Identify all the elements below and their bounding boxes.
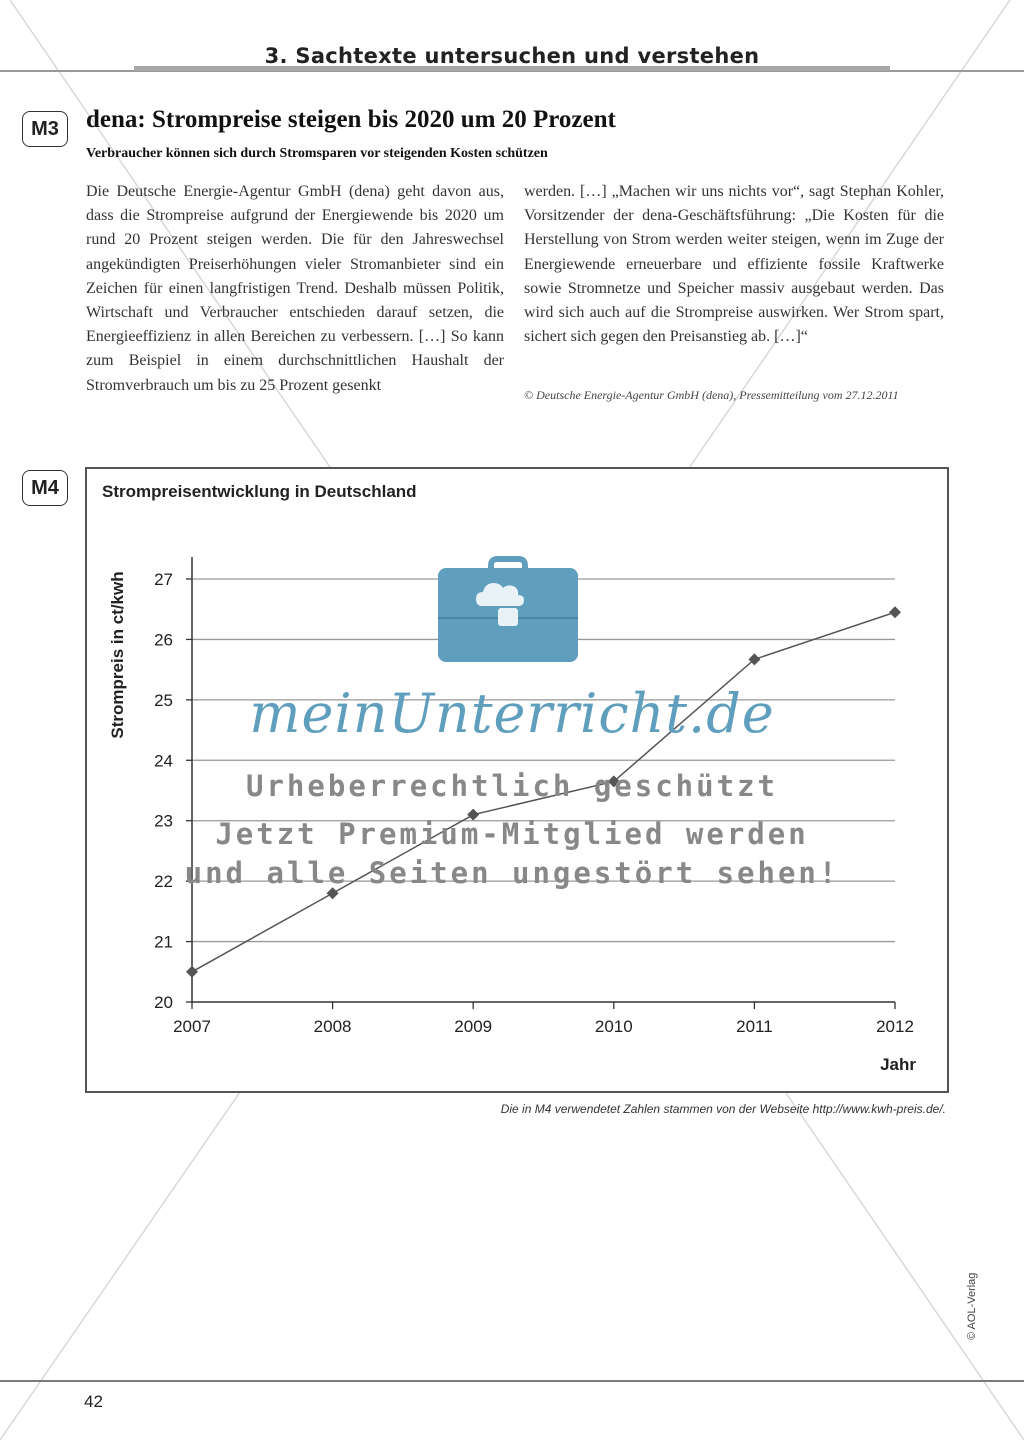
- x-tick-label: 2010: [594, 1017, 633, 1036]
- watermark-line-1: Urheberrechtlich geschützt: [246, 769, 778, 803]
- x-ticks: [173, 1002, 914, 1036]
- y-tick-label: 23: [154, 811, 173, 831]
- data-point-2012: [889, 606, 901, 618]
- y-tick-label: 20: [154, 993, 173, 1012]
- article-column-left: [86, 180, 504, 398]
- x-tick-label: 2012: [876, 1017, 914, 1036]
- x-tick-label: 2011: [736, 1017, 773, 1036]
- y-tick-label: 24: [154, 751, 173, 771]
- y-tick-label: 27: [154, 570, 173, 589]
- article-source: © Deutsche Energie-Agentur GmbH (dena), Pressemitteilung vom 27.12.2011: [524, 388, 899, 402]
- data-point-2007: [186, 966, 198, 978]
- chart-title: Strompreisentwicklung in Deutschland: [102, 482, 417, 501]
- article-text-right: werden. […] „Machen wir uns nichts vor“, sagt Stephan Kohler, Vorsitzender der dena-Geschäftsführung: „Die Kosten für die Herstellung von Strom werden weiter steigen, wenn im Zuge der Energiewende erneuerbare und effiziente fossile Kraftwerke sowie Stromnetze und Speicher massiv ausgebaut werden. Das wird sich auch auf die Strompreise auswirken. Wer Strom spart, sichert sich gegen den Preisanstieg ab. […]“: [524, 183, 944, 346]
- article-column-right: [524, 180, 944, 349]
- article-subheading: Verbraucher können sich durch Stromsparen vor steigenden Kosten schützen: [86, 146, 548, 161]
- y-tick-label: 21: [154, 932, 173, 952]
- y-tick-label: 22: [154, 872, 173, 892]
- y-axis-label: Strompreis in ct/kwh: [108, 571, 127, 739]
- m3-label: M3: [22, 111, 68, 147]
- chart-footnote: Die in M4 verwendetet Zahlen stammen von der Webseite http://www.kwh-preis.de/.: [500, 1102, 946, 1116]
- x-tick-label: 2007: [173, 1017, 211, 1036]
- article-text-left: Die Deutsche Energie-Agentur GmbH (dena) geht davon aus, dass die Strompreise aufgrund der Energiewende bis 2020 um rund 20 Prozent steigen werden. Die für den Jahreswechsel angekündigten Preiserhöhungen vieler Stromanbieter sind ein Zeichen für einen langfristigen Trend. Deshalb müssen Politik, Wirtschaft und Verbraucher entschieden darauf setzen, die Energieeffizienz in allen Bereichen zu verbessern. […] So kann zum Beispiel in einem durchschnittlichen Haushalt der Stromverbrauch um bis zu 25 Prozent gesenkt: [86, 183, 504, 394]
- publisher-credit: © AOL-Verlag: [966, 1272, 978, 1340]
- article-heading: dena: Strompreise steigen bis 2020 um 20 Prozent: [86, 106, 616, 133]
- watermark-line-2: Jetzt Premium-Mitglied werden: [215, 817, 809, 851]
- m4-label: M4: [22, 470, 68, 506]
- y-tick-label: 25: [154, 690, 173, 710]
- footer-rule: [0, 1380, 1024, 1382]
- x-axis-label: Jahr: [880, 1055, 916, 1074]
- briefcase-icon: [436, 552, 580, 664]
- x-tick-label: 2009: [454, 1017, 493, 1036]
- page-number: 42: [84, 1392, 103, 1411]
- watermark-line-3: und alle Seiten ungestört sehen!: [184, 856, 840, 890]
- y-tick-label: 26: [154, 630, 173, 650]
- x-tick-label: 2008: [313, 1017, 352, 1036]
- chapter-title: 3. Sachtexte untersuchen und verstehen: [264, 44, 760, 68]
- watermark-logo-text: meinUnterricht.de: [249, 682, 775, 745]
